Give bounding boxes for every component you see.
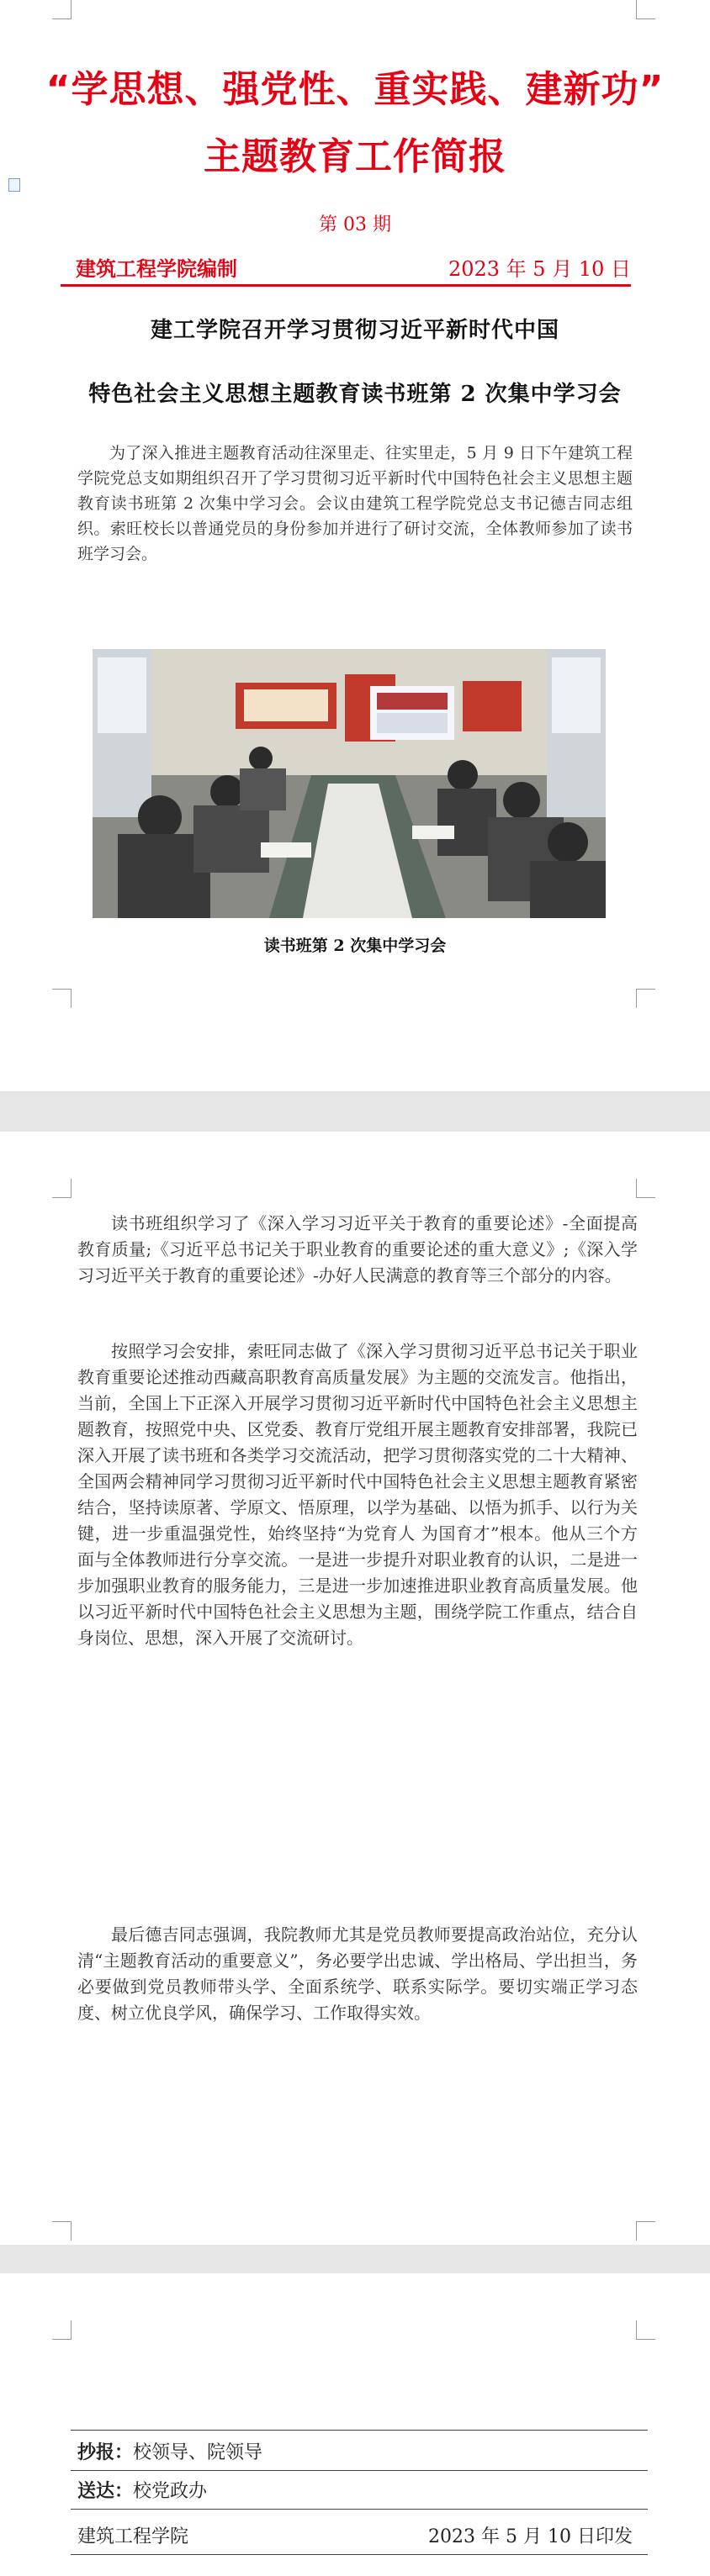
- brief-title-line2: 主题教育工作简报: [204, 135, 506, 178]
- crop-mark: [52, 1179, 72, 1198]
- crop-mark: [636, 0, 655, 19]
- report-value: 校领导、院领导: [133, 2442, 263, 2463]
- red-divider: [61, 284, 631, 287]
- crop-mark: [52, 2221, 72, 2241]
- report-line: [77, 2438, 262, 2464]
- crop-mark: [636, 2221, 655, 2241]
- crop-mark: [52, 0, 72, 19]
- footer-rule-low: [71, 2509, 648, 2510]
- crop-mark: [636, 989, 655, 1008]
- crop-mark: [636, 1179, 655, 1198]
- send-label: 送达：: [77, 2480, 134, 2502]
- footer-org: 建筑工程学院: [77, 2526, 189, 2547]
- issue-number: 第 03 期: [319, 214, 391, 235]
- crop-mark: [52, 989, 72, 1008]
- body-paragraph-1: 读书班组织学习了《深入学习习近平关于教育的重要论述》-全面提高教育质量;《习近平总书记关于职业教育的重要论述的重大意义》;《深入学习习近平关于教育的重要论述》-办好人民满意的教育等三个部分的内容。: [77, 1213, 638, 1285]
- meeting-photo: [93, 649, 606, 918]
- send-value: 校党政办: [133, 2481, 208, 2502]
- headline-line2: 特色社会主义思想主题教育读书班第 2 次集中学习会: [88, 382, 622, 407]
- page-3: [0, 2273, 710, 2576]
- body-paragraph-3: 最后德吉同志强调，我院教师尤其是党员教师要提高政治站位，充分认清“主题教育活动的重要意义”，务必要学出忠诚、学出格局、学出担当，务必要做到党员教师带头学、全面系统学、联系实际学。要切实端正学习态度、树立优良学风，确保学习、工作取得实效。: [77, 1924, 638, 2023]
- issue-date: 2023 年 5 月 10 日: [448, 257, 631, 281]
- page-2: [0, 1132, 710, 2245]
- body-paragraph-2: 按照学习会安排，索旺同志做了《深入学习贯彻习近平总书记关于职业教育重要论述推动西藏高职教育高质量发展》为主题的交流发言。他指出，当前，全国上下正深入开展学习贯彻习近平新时代中国特色社会主义思想主题教育，按照党中央、区党委、教育厅党组开展主题教育安排部署，我院已深入开展了读书班和各类学习交流活动，把学习贯彻落实党的二十大精神、全国两会精神同学习贯彻习近平新时代中国特色社会主义思想主题教育紧密结合，坚持读原著、学原文、悟原理，以学为基础、以悟为抓手、以行为关键，进一步重温强党性，始终坚持“为党育人 为国育才”根本。他从三个方面与全体教师进行分享交流。一是进一步提升对职业教育的认识，二是进一步加强职业教育的服务能力，三是进一步加速推进职业教育高质量发展。他以习近平新时代中国特色社会主义思想为主题，围绕学院工作重点，结合自身岗位、思想，深入开展了交流研讨。: [77, 1341, 638, 1648]
- crop-mark: [636, 2320, 655, 2340]
- brief-title-line1: “学思想、强党性、重实践、建新功”: [45, 68, 665, 111]
- headline-line1: 建工学院召开学习贯彻习近平新时代中国: [150, 318, 559, 343]
- editor-row: [76, 252, 631, 281]
- send-line: [77, 2477, 207, 2503]
- photo-caption: 读书班第 2 次集中学习会: [263, 937, 447, 955]
- page-1: [0, 0, 710, 1091]
- editor-name: 建筑工程学院编制: [76, 256, 237, 281]
- footer-rule-bottom: [71, 2554, 648, 2555]
- print-date: 2023 年 5 月 10 日印发: [428, 2526, 633, 2547]
- intro-paragraph: 为了深入推进主题教育活动往深里走、往实里走，5 月 9 日下午建筑工程学院党总支如期组织召开了学习贯彻习近平新时代中国特色社会主义思想主题教育读书班第 2 次集中学习会。会议由建筑工程学院党总支书记德吉同志组织。索旺校长以普通党员的身份参加并进行了研讨交流，全体教师参加了读书班学习会。: [77, 444, 633, 563]
- report-label: 抄报：: [77, 2441, 134, 2463]
- footer-rule-mid: [71, 2470, 648, 2471]
- document-icon[interactable]: [8, 178, 20, 192]
- crop-mark: [52, 2320, 72, 2340]
- footer-rule-top: [71, 2430, 648, 2431]
